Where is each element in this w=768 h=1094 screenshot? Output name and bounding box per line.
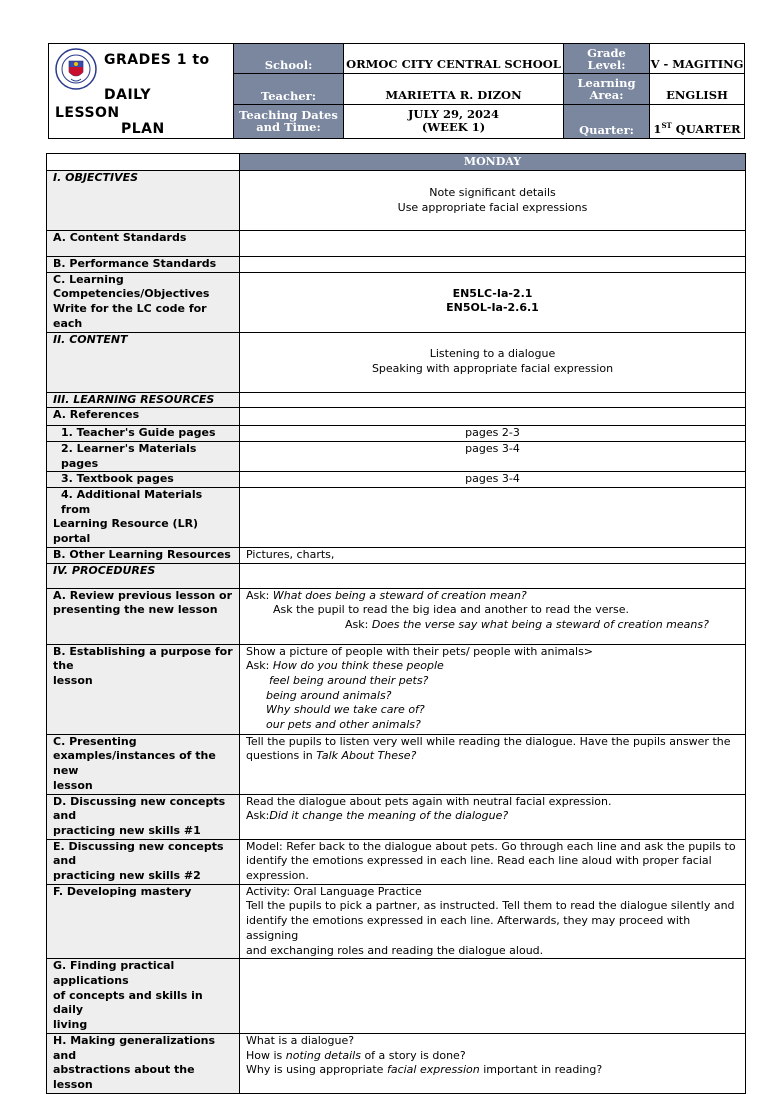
textbook-label: 3. Textbook pages <box>47 472 240 488</box>
applications-label: G. Finding practical applications of concepts and skills in daily living <box>47 959 240 1034</box>
purpose-value: Show a picture of people with their pets/ people with animals> Ask: How do you think these people feel being around their pets? being around animals? Why should we take care of? our pets and other animals? <box>240 644 746 734</box>
content-standards-value <box>240 231 746 257</box>
discussing-2-value: Model: Refer back to the dialogue about pets. Go through each line and ask the pupils to identify the emotions expressed in each line. Read each line aloud with proper facial expression. <box>240 839 746 884</box>
content-value: Listening to a dialogue Speaking with appropriate facial expression <box>240 332 746 392</box>
teachers-guide-value: pages 2-3 <box>240 426 746 442</box>
title-line-2: DAILY <box>104 87 152 103</box>
discussing-1-label: D. Discussing new concepts and practicing new skills #1 <box>47 794 240 839</box>
grade-label: Grade Level: <box>564 44 650 74</box>
applications-value <box>240 959 746 1034</box>
references-label: A. References <box>47 408 240 426</box>
dates-value: JULY 29, 2024 (WEEK 1) <box>344 104 564 138</box>
area-value: ENGLISH <box>650 74 745 104</box>
generalizations-label: H. Making generalizations and abstractions about the lesson <box>47 1033 240 1093</box>
additional-materials-label: 4. Additional Materials from Learning Resource (LR) portal <box>47 488 240 548</box>
lc-codes: EN5LC-Ia-2.1 EN5OL-Ia-2.6.1 <box>240 272 746 332</box>
lesson-plan-table <box>46 153 746 1094</box>
presenting-label: C. Presenting examples/instances of the new lesson <box>47 734 240 794</box>
title-line-4: PLAN <box>121 121 165 137</box>
other-resources-label: B. Other Learning Resources <box>47 547 240 563</box>
additional-materials-value <box>240 488 746 548</box>
presenting-value: Tell the pupils to listen very well while reading the dialogue. Have the pupils answer the questions in Talk About These? <box>240 734 746 794</box>
procedures-value <box>240 563 746 588</box>
learners-materials-label: 2. Learner's Materials pages <box>47 441 240 471</box>
corner-cell <box>47 154 240 171</box>
mastery-value: Activity: Oral Language Practice Tell the pupils to pick a partner, as instructed. Tell them to read the dialogue silently and identify the emotions expressed in each line. Afterwards, they may proceed with assigning and exchanging roles and reading the dialogue aloud. <box>240 884 746 959</box>
content-standards-label: A. Content Standards <box>47 231 240 257</box>
grade-value: V - MAGITING <box>650 44 745 74</box>
learning-resources-value <box>240 392 746 408</box>
teacher-value: MARIETTA R. DIZON <box>344 74 564 104</box>
day-header: MONDAY <box>240 154 746 171</box>
header-table <box>48 43 745 139</box>
procedures-label: IV. PROCEDURES <box>47 563 240 588</box>
generalizations-value: What is a dialogue? How is noting details of a story is done? Why is using appropriate facial expression important in reading? <box>240 1033 746 1093</box>
quarter-value: 1ST QUARTER <box>650 104 745 138</box>
deped-seal-icon <box>55 48 97 90</box>
performance-standards-value <box>240 257 746 273</box>
purpose-label: B. Establishing a purpose for the lesson <box>47 644 240 734</box>
school-label: School: <box>234 44 344 74</box>
teacher-label: Teacher: <box>234 74 344 104</box>
competencies-label: C. Learning Competencies/Objectives Write for the LC code for each <box>47 272 240 332</box>
mastery-label: F. Developing mastery <box>47 884 240 959</box>
teachers-guide-label: 1. Teacher's Guide pages <box>47 426 240 442</box>
title-line-1: GRADES 1 to <box>104 52 210 68</box>
textbook-value: pages 3-4 <box>240 472 746 488</box>
title-cell <box>49 44 234 139</box>
discussing-1-value: Read the dialogue about pets again with neutral facial expression. Ask:Did it change the meaning of the dialogue? <box>240 794 746 839</box>
objectives-label: I. OBJECTIVES <box>47 171 240 231</box>
dates-label: Teaching Dates and Time: <box>234 104 344 138</box>
title-line-3: LESSON <box>55 105 120 121</box>
area-label: Learning Area: <box>564 74 650 104</box>
other-resources-value: Pictures, charts, <box>240 547 746 563</box>
references-value <box>240 408 746 426</box>
school-value: ORMOC CITY CENTRAL SCHOOL <box>344 44 564 74</box>
quarter-label: Quarter: <box>564 104 650 138</box>
objectives-value: Note significant details Use appropriate facial expressions <box>240 171 746 231</box>
performance-standards-label: B. Performance Standards <box>47 257 240 273</box>
content-label: II. CONTENT <box>47 332 240 392</box>
review-value: Ask: What does being a steward of creation mean? Ask the pupil to read the big idea and another to read the verse. Ask: Does the verse say what being a steward of creation means? <box>240 588 746 644</box>
learning-resources-label: III. LEARNING RESOURCES <box>47 392 240 408</box>
learners-materials-value: pages 3-4 <box>240 441 746 471</box>
review-label: A. Review previous lesson or presenting the new lesson <box>47 588 240 644</box>
discussing-2-label: E. Discussing new concepts and practicing new skills #2 <box>47 839 240 884</box>
